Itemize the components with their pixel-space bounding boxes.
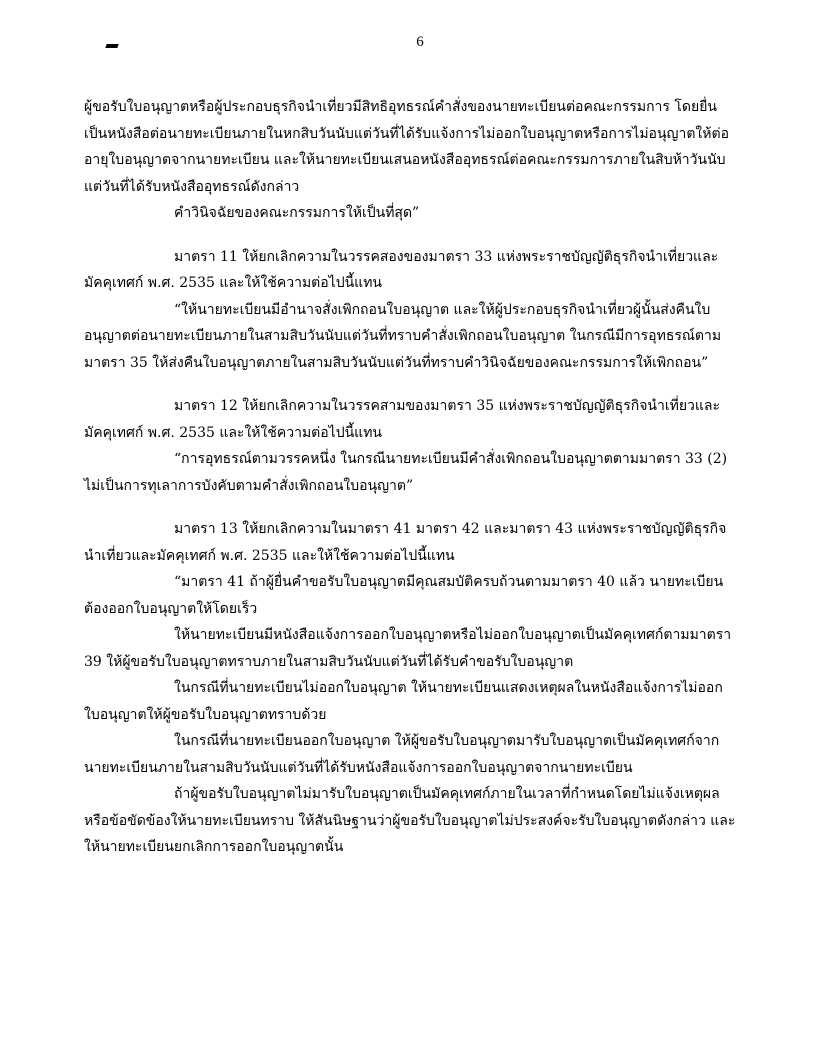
appeal-paragraph: ผู้ขอรับใบอนุญาตหรือผู้ประกอบธุรกิจนำเที่ยวมีสิทธิอุทธรณ์คำสั่งของนายทะเบียนต่อคณะกรรมการ โดยยื่นเป็นหนังสือต่อนายทะเบียนภายในหกสิบวันนับแต่วันที่ได้รับแจ้งการไม่ออกใบอนุญาตหรือการไม่อนุญาตให้ต่ออายุใบอนุญาตจากนายทะเบียน และให้นายทะเบียนเสนอหนังสืออุทธรณ์ต่อคณะกรรมการภายในสิบห้าวันนับแต่วันที่ได้รับหนังสืออุทธรณ์ดังกล่าว — [84, 99, 729, 195]
section-12-text: “การอุทธรณ์ตามวรรคหนึ่ง ในกรณีนายทะเบียนมีคำสั่งเพิกถอนใบอนุญาตตามมาตรา 33 (2) ไม่เป็นการทุเลาการบังคับตามคำสั่งเพิกถอนใบอนุญาต” — [84, 451, 728, 494]
section-11-heading: มาตรา 11 ให้ยกเลิกความในวรรคสองของมาตรา 33 แห่งพระราชบัญญัติธุรกิจนำเที่ยวและมัคคุเทศก์ พ.ศ. 2535 และให้ใช้ความต่อไปนี้แทน — [84, 248, 719, 291]
section-41-paragraph-5: ถ้าผู้ขอรับใบอนุญาตไม่มารับใบอนุญาตเป็นมัคคุเทศก์ภายในเวลาที่กำหนดโดยไม่แจ้งเหตุผลหรือข้อขัดข้องให้นายทะเบียนทราบ ให้สันนิษฐานว่าผู้ขอรับใบอนุญาตไม่ประสงค์จะรับใบอนุญาตดังกล่าว และให้นายทะเบียนยกเลิกการออกใบอนุญาตนั้น — [84, 786, 736, 855]
section-11-text: “ให้นายทะเบียนมีอำนาจสั่งเพิกถอนใบอนุญาต และให้ผู้ประกอบธุรกิจนำเที่ยวผู้นั้นส่งคืนใบอนุญาตต่อนายทะเบียนภายในสามสิบวันนับแต่วันที่ทราบคำสั่งเพิกถอนใบอนุญาต ในกรณีมีการอุทธรณ์ตามมาตรา 35 ให้ส่งคืนใบอนุญาตภายในสามสิบวันนับแต่วันที่ทราบคำวินิจฉัยของคณะกรรมการให้เพิกถอน” — [84, 301, 722, 371]
section-41-paragraph-2: ให้นายทะเบียนมีหนังสือแจ้งการออกใบอนุญาตหรือไม่ออกใบอนุญาตเป็นมัคคุเทศก์ตามมาตรา 39 ให้ผู้ขอรับใบอนุญาตทราบภายในสามสิบวันนับแต่วันที่ได้รับคำขอรับใบอนุญาต — [84, 627, 732, 670]
final-decision-line: คำวินิจฉัยของคณะกรรมการให้เป็นที่สุด” — [174, 205, 420, 221]
section-41-paragraph-4: ในกรณีที่นายทะเบียนออกใบอนุญาต ให้ผู้ขอรับใบอนุญาตมารับใบอนุญาตเป็นมัคคุเทศก์จากนายทะเบียนภายในสามสิบวันนับแต่วันที่ได้รับหนังสือแจ้งการออกใบอนุญาตจากนายทะเบียน — [84, 733, 720, 776]
page-number: 6 — [416, 34, 424, 50]
section-41-paragraph-1: “มาตรา 41 ถ้าผู้ยื่นคำขอรับใบอนุญาตมีคุณสมบัติครบถ้วนตามมาตรา 40 แล้ว นายทะเบียนต้องออกใบอนุญาตให้โดยเร็ว — [84, 574, 724, 617]
scan-mark — [105, 44, 118, 48]
document-body — [84, 94, 736, 861]
section-41-paragraph-3: ในกรณีที่นายทะเบียนไม่ออกใบอนุญาต ให้นายทะเบียนแสดงเหตุผลในหนังสือแจ้งการไม่ออกใบอนุญาตให้ผู้ขอรับใบอนุญาตทราบด้วย — [84, 680, 723, 723]
section-13-heading: มาตรา 13 ให้ยกเลิกความในมาตรา 41 มาตรา 42 และมาตรา 43 แห่งพระราชบัญญัติธุรกิจนำเที่ยวและมัคคุเทศก์ พ.ศ. 2535 และให้ใช้ความต่อไปนี้แทน — [84, 521, 727, 564]
section-12-heading: มาตรา 12 ให้ยกเลิกความในวรรคสามของมาตรา 35 แห่งพระราชบัญญัติธุรกิจนำเที่ยวและมัคคุเทศก์ พ.ศ. 2535 และให้ใช้ความต่อไปนี้แทน — [84, 398, 721, 441]
